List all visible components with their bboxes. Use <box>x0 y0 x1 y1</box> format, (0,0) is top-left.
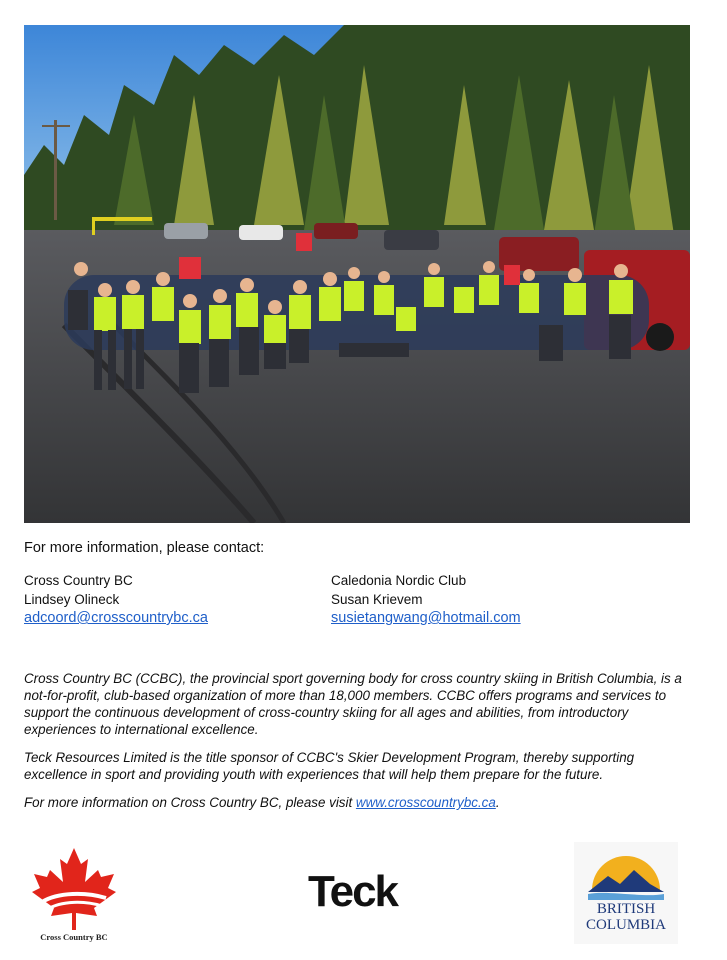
contact-cross-country-bc <box>24 571 208 628</box>
group-photo <box>24 25 690 523</box>
group-photo-illustration <box>24 25 690 523</box>
british-columbia-logo <box>574 842 678 944</box>
contact-email-link[interactable]: susietangwang@hotmail.com <box>331 610 521 626</box>
about-section <box>24 670 684 822</box>
teck-logo: Teck <box>308 867 398 916</box>
contact-name: Susan Krievem <box>331 592 423 607</box>
contact-heading: For more information, please contact: <box>24 540 265 556</box>
contact-org: Caledonia Nordic Club <box>331 573 467 588</box>
about-paragraph-teck: Teck Resources Limited is the title sponsor of CCBC's Skier Development Program, thereby supporting excellence in sport and providing youth with experiences that will help them prepare for the future. <box>24 750 635 782</box>
contact-name: Lindsey Olineck <box>24 592 120 607</box>
contact-org: Cross Country BC <box>24 573 133 588</box>
bc-logo-line2: COLUMBIA <box>585 917 666 933</box>
website-link[interactable]: www.crosscountrybc.ca <box>355 795 496 810</box>
cross-country-bc-logo <box>28 846 120 942</box>
about-paragraph-ccbc: Cross Country BC (CCBC), the provincial sport governing body for cross country skiing in British Columbia, is a not-for-profit, club-based organization of more than 18,000 members. CCBC offers programs and services to support the continuous development of cross-country skiing for all ages and abilities, from introductory experiences to international excellence. <box>24 671 682 737</box>
bc-logo-line1: BRITISH <box>596 901 656 917</box>
ccbc-logo-text: Cross Country BC <box>40 932 108 942</box>
contact-caledonia-nordic-club <box>331 571 521 628</box>
contact-email-link[interactable]: adcoord@crosscountrybc.ca <box>24 610 208 626</box>
bc-sunrise-icon <box>574 842 678 902</box>
about-paragraph-website <box>24 794 684 811</box>
website-prefix: For more information on Cross Country BC, please visit <box>24 795 356 810</box>
website-suffix: . <box>495 795 500 810</box>
sponsor-logos <box>0 840 727 950</box>
maple-leaf-icon <box>28 846 120 932</box>
